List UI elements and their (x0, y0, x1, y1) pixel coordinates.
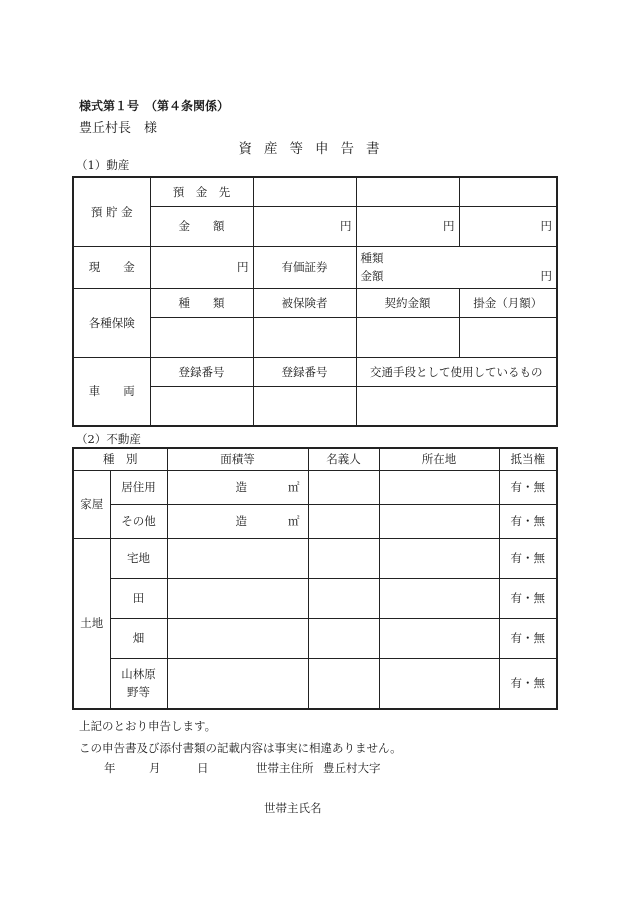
deposits-payee-label: 預 金 先 (150, 177, 253, 206)
deposits-amount-cell-3[interactable] (459, 206, 557, 246)
deposits-payee-cell-1[interactable] (253, 177, 356, 206)
land-row-forest (73, 658, 557, 709)
land-paddy-owner-cell[interactable] (308, 578, 379, 618)
address-label: 世帯主住所 (256, 761, 314, 775)
land-forest-owner-cell[interactable] (308, 658, 379, 709)
accuracy-note: この申告書及び添付書類の記載内容は事実に相違ありません。 (79, 741, 402, 755)
land-forest-label (110, 658, 167, 709)
deposits-amount-label: 金 額 (150, 206, 253, 246)
structure-label: 造 (235, 480, 247, 494)
vehicle-label: 車 両 (73, 357, 150, 426)
land-residential-lot-label: 宅地 (110, 538, 167, 578)
real-estate-header-row (73, 448, 557, 470)
land-field-area-cell[interactable] (167, 618, 308, 658)
header-type: 種 別 (73, 448, 167, 470)
securities-detail-cell[interactable] (356, 246, 557, 288)
householder-name-label: 世帯主氏名 (264, 801, 322, 815)
house-other-area-cell[interactable] (167, 504, 308, 538)
address-value[interactable]: 豊丘村大字 (323, 761, 381, 775)
vehicle-header-registration-1: 登録番号 (150, 357, 253, 386)
vehicle-registration-cell-2[interactable] (253, 386, 356, 426)
land-residential-lot-owner-cell[interactable] (308, 538, 379, 578)
yen-unit: 円 (540, 219, 552, 233)
land-row-paddy (73, 578, 557, 618)
deposits-payee-cell-2[interactable] (356, 177, 459, 206)
house-residential-mortgage[interactable]: 有・無 (499, 470, 557, 504)
land-paddy-area-cell[interactable] (167, 578, 308, 618)
insurance-header-premium: 掛金（月額） (459, 288, 557, 317)
yen-unit: 円 (237, 260, 249, 274)
house-other-location-cell[interactable] (379, 504, 499, 538)
structure-label: 造 (235, 514, 247, 528)
vehicle-transport-cell[interactable] (356, 386, 557, 426)
securities-label: 有価証券 (253, 246, 356, 288)
sqm-unit: ㎡ (288, 480, 300, 494)
yen-unit: 円 (443, 219, 455, 233)
header-owner: 名義人 (308, 448, 379, 470)
land-field-mortgage[interactable]: 有・無 (499, 618, 557, 658)
land-forest-mortgage[interactable]: 有・無 (499, 658, 557, 709)
section-realestate-label: （2）不動産 (76, 432, 141, 446)
addressee: 豊丘村長 様 (79, 121, 158, 136)
section-movable-label: （1）動産 (76, 158, 130, 172)
house-residential-owner-cell[interactable] (308, 470, 379, 504)
land-row-residential-lot (73, 538, 557, 578)
house-other-owner-cell[interactable] (308, 504, 379, 538)
cash-amount-cell[interactable] (150, 246, 253, 288)
cash-label: 現 金 (73, 246, 150, 288)
land-paddy-location-cell[interactable] (379, 578, 499, 618)
insurance-header-contract-amount: 契約金額 (356, 288, 459, 317)
house-residential-location-cell[interactable] (379, 470, 499, 504)
declaration-note: 上記のとおり申告します。 (79, 719, 217, 733)
house-residential-area-cell[interactable] (167, 470, 308, 504)
deposits-label: 預 貯 金 (73, 177, 150, 246)
house-other-mortgage[interactable]: 有・無 (499, 504, 557, 538)
land-field-label: 畑 (110, 618, 167, 658)
house-row-residential (73, 470, 557, 504)
deposits-row-payee (73, 177, 557, 206)
securities-amount-line (361, 267, 553, 285)
yen-unit: 円 (340, 219, 352, 233)
land-residential-lot-mortgage[interactable]: 有・無 (499, 538, 557, 578)
securities-kind-label: 種類 (360, 251, 384, 265)
month-label: 月 (149, 761, 161, 775)
vehicle-header-row (73, 357, 557, 386)
deposits-payee-cell-3[interactable] (459, 177, 557, 206)
document-title: 資産等申告書 (238, 141, 392, 157)
header-area: 面積等 (167, 448, 308, 470)
insurance-insured-cell[interactable] (253, 317, 356, 357)
insurance-header-row (73, 288, 557, 317)
land-forest-label-line1: 山林原 (121, 667, 156, 682)
land-paddy-label: 田 (110, 578, 167, 618)
year-label: 年 (104, 761, 116, 775)
land-paddy-mortgage[interactable]: 有・無 (499, 578, 557, 618)
insurance-header-insured: 被保険者 (253, 288, 356, 317)
securities-amount-label: 金額 (360, 269, 384, 283)
land-row-field (73, 618, 557, 658)
deposits-amount-cell-2[interactable] (356, 206, 459, 246)
land-forest-area-cell[interactable] (167, 658, 308, 709)
cash-row (73, 246, 557, 288)
insurance-header-type: 種 類 (150, 288, 253, 317)
land-residential-lot-location-cell[interactable] (379, 538, 499, 578)
house-row-other (73, 504, 557, 538)
land-residential-lot-area-cell[interactable] (167, 538, 308, 578)
land-forest-label-line2: 野等 (127, 685, 150, 700)
form-number: 様式第１号 （第４条関係） (79, 99, 230, 113)
sqm-unit: ㎡ (288, 514, 300, 528)
day-label: 日 (197, 761, 209, 775)
land-field-location-cell[interactable] (379, 618, 499, 658)
header-mortgage: 抵当権 (499, 448, 557, 470)
vehicle-header-transport: 交通手段として使用しているもの (356, 357, 557, 386)
house-other-label: その他 (110, 504, 167, 538)
vehicle-registration-cell-1[interactable] (150, 386, 253, 426)
yen-unit: 円 (540, 269, 552, 283)
real-estate-table (72, 447, 558, 710)
land-forest-location-cell[interactable] (379, 658, 499, 709)
vehicle-header-registration-2: 登録番号 (253, 357, 356, 386)
insurance-contract-amount-cell[interactable] (356, 317, 459, 357)
insurance-label: 各種保険 (73, 288, 150, 357)
land-label: 土地 (73, 538, 110, 709)
insurance-type-cell[interactable] (150, 317, 253, 357)
insurance-premium-cell[interactable] (459, 317, 557, 357)
deposits-amount-cell-1[interactable] (253, 206, 356, 246)
house-label: 家屋 (73, 470, 110, 538)
header-location: 所在地 (379, 448, 499, 470)
movable-assets-table (72, 176, 558, 427)
land-field-owner-cell[interactable] (308, 618, 379, 658)
house-residential-label: 居住用 (110, 470, 167, 504)
